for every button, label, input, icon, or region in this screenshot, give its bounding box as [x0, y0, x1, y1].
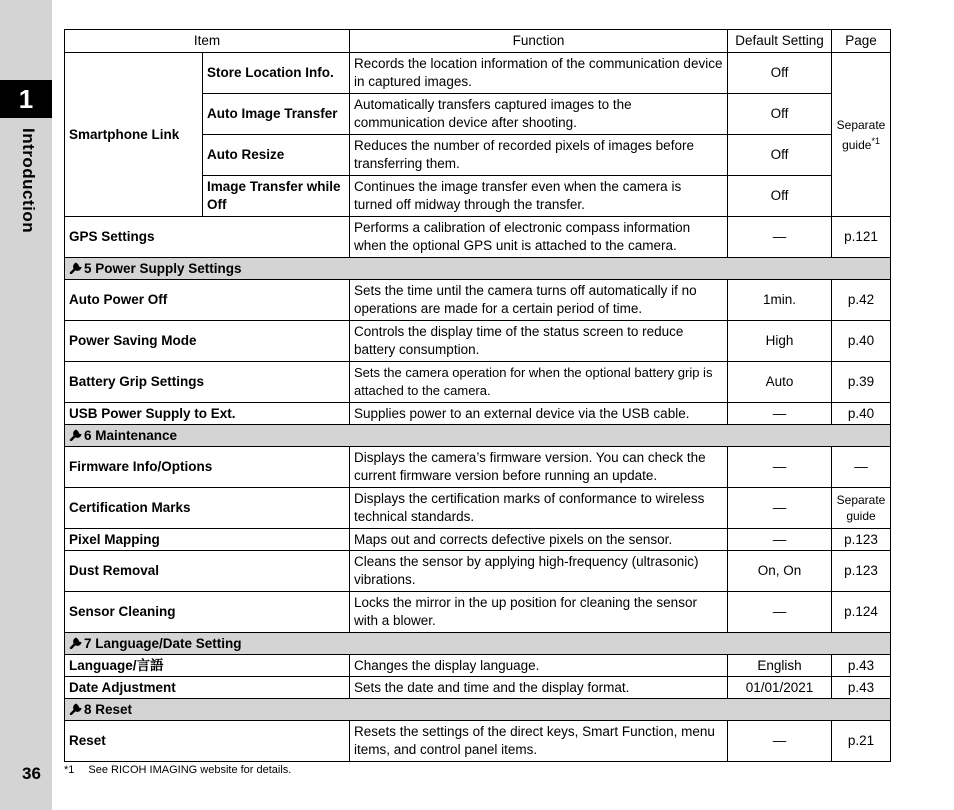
item-label: Certification Marks	[65, 488, 350, 529]
sub-item: Auto Image Transfer	[203, 94, 350, 135]
page-ref: p.40	[832, 321, 891, 362]
sub-item: Store Location Info.	[203, 53, 350, 94]
default-value: Off	[728, 135, 832, 176]
table-row	[65, 447, 891, 488]
wrench-icon	[69, 429, 83, 441]
section-header-reset	[65, 699, 891, 721]
function-text: Continues the image transfer even when the camera is turned off midway through the transfer.	[350, 176, 728, 217]
item-label: Reset	[65, 721, 350, 762]
footnote	[64, 764, 305, 776]
default-value: —	[728, 403, 832, 425]
section-title: 5 Power Supply Settings	[84, 260, 242, 276]
function-text: Resets the settings of the direct keys, Smart Function, menu items, and control panel items.	[350, 721, 728, 762]
page-ref: p.43	[832, 655, 891, 677]
table-row	[65, 551, 891, 592]
page-ref: —	[832, 447, 891, 488]
function-text: Performs a calibration of electronic compass information when the optional GPS unit is attached to the camera.	[350, 217, 728, 258]
section-title: 6 Maintenance	[84, 427, 178, 443]
page-ref: p.40	[832, 403, 891, 425]
page-ref: p.121	[832, 217, 891, 258]
function-text: Records the location information of the communication device in captured images.	[350, 53, 728, 94]
table-row	[65, 721, 891, 762]
table-row	[65, 53, 891, 94]
chapter-title: Introduction	[19, 128, 38, 234]
item-label: Power Saving Mode	[65, 321, 350, 362]
item-label: Auto Power Off	[65, 280, 350, 321]
table-row	[65, 280, 891, 321]
default-value: —	[728, 447, 832, 488]
table-row	[65, 529, 891, 551]
default-value: —	[728, 592, 832, 633]
default-value: —	[728, 529, 832, 551]
section-header-power	[65, 258, 891, 280]
function-text: Sets the time until the camera turns off automatically if no operations are made for a certain period of time.	[350, 280, 728, 321]
page-ref-line2: guide	[846, 509, 876, 523]
page-ref: p.39	[832, 362, 891, 403]
function-text: Changes the display language.	[350, 655, 728, 677]
default-value: On, On	[728, 551, 832, 592]
item-label: USB Power Supply to Ext.	[65, 403, 350, 425]
header-page: Page	[832, 30, 891, 53]
function-text: Maps out and corrects defective pixels on the sensor.	[350, 529, 728, 551]
table-row	[65, 362, 891, 403]
section-header-maintenance	[65, 425, 891, 447]
section-title: 8 Reset	[84, 701, 133, 717]
page-ref: p.43	[832, 677, 891, 699]
sub-item: Auto Resize	[203, 135, 350, 176]
function-text: Automatically transfers captured images to the communication device after shooting.	[350, 94, 728, 135]
function-text: Supplies power to an external device via the USB cable.	[350, 403, 728, 425]
settings-table	[64, 29, 891, 762]
default-value: —	[728, 488, 832, 529]
item-label: Language/言語	[65, 655, 350, 677]
header-function: Function	[350, 30, 728, 53]
default-value: 01/01/2021	[728, 677, 832, 699]
footnote-mark: *1	[64, 764, 75, 776]
item-label: Dust Removal	[65, 551, 350, 592]
sub-item: Image Transfer while Off	[203, 176, 350, 217]
default-value: Auto	[728, 362, 832, 403]
page-ref	[832, 488, 891, 529]
default-value: English	[728, 655, 832, 677]
footnote-text: See RICOH IMAGING website for details.	[88, 764, 292, 776]
table-row	[65, 217, 891, 258]
default-value: Off	[728, 94, 832, 135]
group-label: Smartphone Link	[65, 53, 203, 217]
table-row	[65, 488, 891, 529]
table-header-row	[65, 30, 891, 53]
function-text: Locks the mirror in the up position for cleaning the sensor with a blower.	[350, 592, 728, 633]
item-label: Battery Grip Settings	[65, 362, 350, 403]
table-row	[65, 403, 891, 425]
function-text: Cleans the sensor by applying high-frequency (ultrasonic) vibrations.	[350, 551, 728, 592]
footnote-ref: *1	[871, 135, 880, 146]
wrench-icon	[69, 262, 83, 274]
item-label: Date Adjustment	[65, 677, 350, 699]
page-number: 36	[22, 764, 41, 783]
item-label: Firmware Info/Options	[65, 447, 350, 488]
item-label: Pixel Mapping	[65, 529, 350, 551]
default-value: High	[728, 321, 832, 362]
page-ref-line2: guide	[842, 137, 872, 152]
table-row	[65, 655, 891, 677]
function-text: Sets the date and time and the display format.	[350, 677, 728, 699]
default-value: Off	[728, 176, 832, 217]
item-label: Sensor Cleaning	[65, 592, 350, 633]
table-row	[65, 321, 891, 362]
section-title: 7 Language/Date Setting	[84, 635, 242, 651]
chapter-number: 1	[0, 80, 52, 118]
page-ref	[832, 53, 891, 217]
section-header-language	[65, 633, 891, 655]
header-default: Default Setting	[728, 30, 832, 53]
default-value: 1min.	[728, 280, 832, 321]
page-ref: p.123	[832, 529, 891, 551]
default-value: Off	[728, 53, 832, 94]
page-ref: p.42	[832, 280, 891, 321]
page-ref-line1: Separate	[836, 117, 886, 132]
function-text: Displays the certification marks of conformance to wireless technical standards.	[350, 488, 728, 529]
chapter-sidebar	[0, 0, 52, 810]
wrench-icon	[69, 637, 83, 649]
function-text: Sets the camera operation for when the optional battery grip is attached to the camera.	[350, 362, 728, 403]
function-text: Controls the display time of the status screen to reduce battery consumption.	[350, 321, 728, 362]
default-value: —	[728, 721, 832, 762]
table-row	[65, 592, 891, 633]
header-item: Item	[65, 30, 350, 53]
page-ref-line1: Separate	[836, 493, 886, 507]
default-value: —	[728, 217, 832, 258]
item-label: GPS Settings	[65, 217, 350, 258]
wrench-icon	[69, 703, 83, 715]
page-ref: p.123	[832, 551, 891, 592]
page-ref: p.124	[832, 592, 891, 633]
function-text: Displays the camera’s firmware version. You can check the current firmware version before running an update.	[350, 447, 728, 488]
page-ref: p.21	[832, 721, 891, 762]
table-row	[65, 677, 891, 699]
function-text: Reduces the number of recorded pixels of images before transferring them.	[350, 135, 728, 176]
